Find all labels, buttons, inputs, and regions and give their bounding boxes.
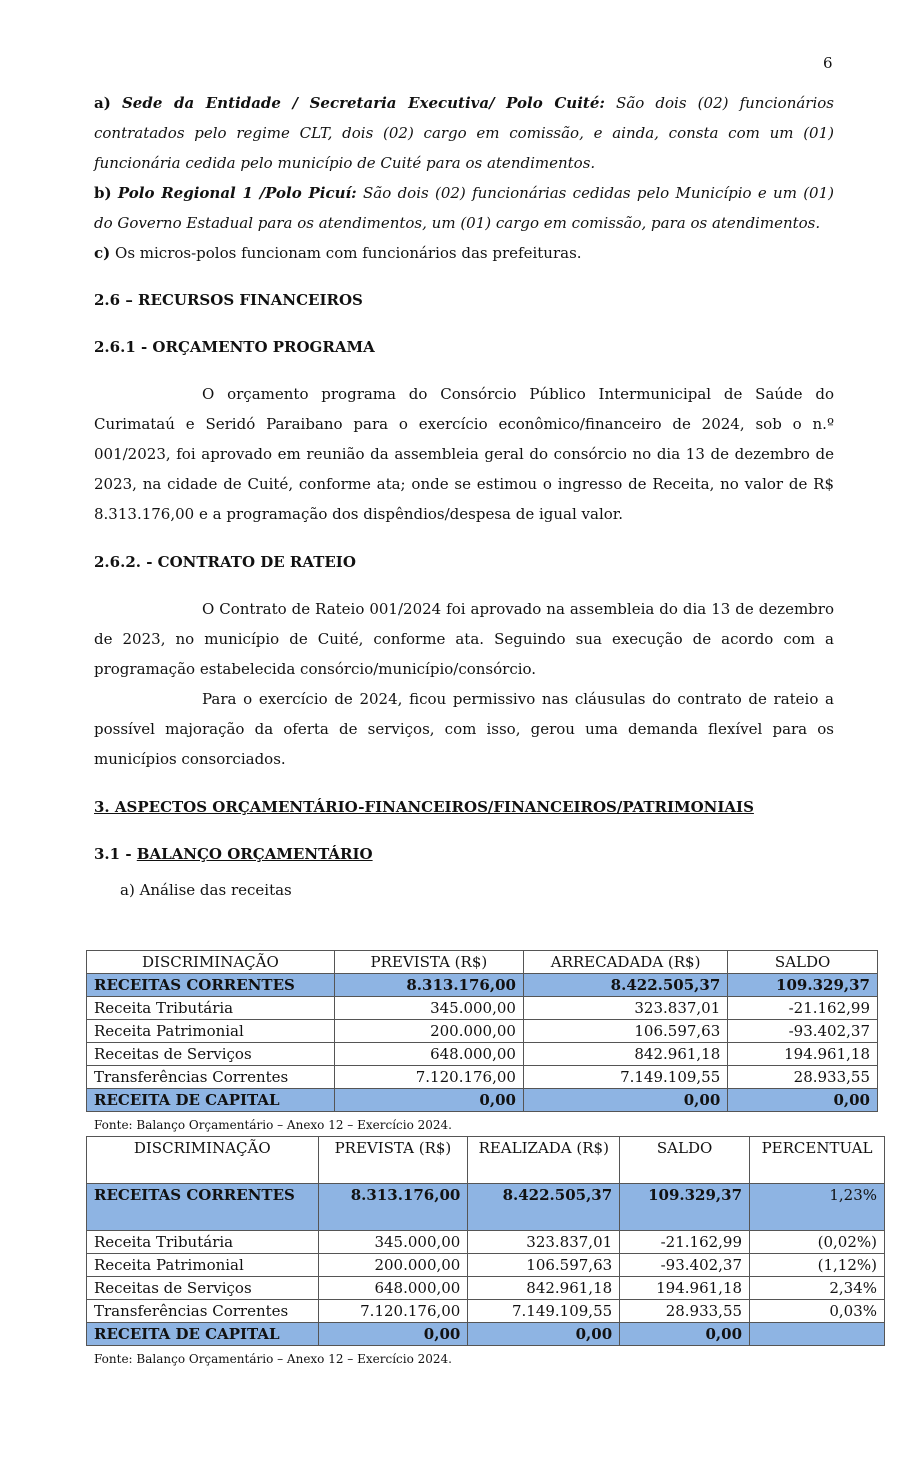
cell-label: Receita Tributária — [87, 997, 335, 1020]
header-arrecadada: ARRECADADA (R$) — [523, 951, 727, 974]
cell-realizada: 8.422.505,37 — [468, 1184, 620, 1231]
cell-saldo: 0,00 — [620, 1323, 750, 1346]
cell-saldo: -21.162,99 — [728, 997, 878, 1020]
page-number: 6 — [823, 54, 833, 72]
header-percentual: PERCENTUAL — [750, 1137, 885, 1184]
table-row — [87, 1323, 885, 1346]
cell-realizada: 0,00 — [468, 1323, 620, 1346]
cell-label: RECEITA DE CAPITAL — [87, 1089, 335, 1112]
cell-label: Receita Tributária — [87, 1231, 319, 1254]
cell-prevista: 648.000,00 — [334, 1043, 523, 1066]
table-1-source: Fonte: Balanço Orçamentário – Anexo 12 – Exercício 2024. — [94, 1118, 452, 1132]
cell-label: Receitas de Serviços — [87, 1277, 319, 1300]
list-item-analise-receitas: a) Análise das receitas — [120, 881, 292, 899]
table-row — [87, 997, 878, 1020]
section-heading-3-1 — [94, 839, 834, 869]
cell-saldo: 194.961,18 — [620, 1277, 750, 1300]
table-2-source: Fonte: Balanço Orçamentário – Anexo 12 – Exercício 2024. — [94, 1352, 452, 1366]
table-row — [87, 1043, 878, 1066]
cell-realizada: 7.149.109,55 — [468, 1300, 620, 1323]
cell-label: Transferências Correntes — [87, 1300, 319, 1323]
cell-saldo: 28.933,55 — [620, 1300, 750, 1323]
cell-label: RECEITAS CORRENTES — [87, 1184, 319, 1231]
header-saldo: SALDO — [620, 1137, 750, 1184]
cell-saldo: -93.402,37 — [728, 1020, 878, 1043]
cell-prevista: 345.000,00 — [318, 1231, 468, 1254]
cell-saldo: 28.933,55 — [728, 1066, 878, 1089]
cell-percentual: (1,12%) — [750, 1254, 885, 1277]
staff-item-a — [94, 88, 834, 178]
section-heading-2-6: 2.6 – RECURSOS FINANCEIROS — [94, 291, 363, 309]
receitas-table-1 — [86, 950, 878, 1112]
item-text: São dois (02) funcionárias cedidas pelo Município e um (01) do Governo Estadual para os atendimentos, um (01) cargo em comissão, para os atendimentos. — [94, 184, 834, 232]
table-row — [87, 1089, 878, 1112]
cell-prevista: 8.313.176,00 — [318, 1184, 468, 1231]
table-row — [87, 1066, 878, 1089]
header-prevista: PREVISTA (R$) — [334, 951, 523, 974]
heading-title: BALANÇO ORÇAMENTÁRIO — [136, 845, 373, 863]
receitas-table-2 — [86, 1136, 885, 1346]
cell-prevista: 8.313.176,00 — [334, 974, 523, 997]
table-row — [87, 1184, 885, 1231]
staff-item-c — [94, 238, 834, 268]
staff-item-b — [94, 178, 834, 238]
item-label: a) — [94, 94, 111, 112]
cell-label: Receitas de Serviços — [87, 1043, 335, 1066]
document-body — [94, 88, 834, 901]
section-heading-3: 3. ASPECTOS ORÇAMENTÁRIO-FINANCEIROS/FINANCEIROS/PATRIMONIAIS — [94, 798, 754, 816]
cell-label: RECEITAS CORRENTES — [87, 974, 335, 997]
cell-saldo: 194.961,18 — [728, 1043, 878, 1066]
table-row — [87, 1277, 885, 1300]
cell-saldo: 0,00 — [728, 1089, 878, 1112]
cell-arrecadada: 842.961,18 — [523, 1043, 727, 1066]
cell-prevista: 200.000,00 — [318, 1254, 468, 1277]
cell-percentual: 1,23% — [750, 1184, 885, 1231]
table-header-row — [87, 1137, 885, 1184]
cell-saldo: 109.329,37 — [728, 974, 878, 997]
item-label: b) — [94, 184, 112, 202]
table-row — [87, 1020, 878, 1043]
cell-arrecadada: 0,00 — [523, 1089, 727, 1112]
paragraph-orcamento: O orçamento programa do Consórcio Público Intermunicipal de Saúde do Curimataú e Seridó Paraibano para o exercício econômico/financeiro de 2024, sob o n.º 001/2023, foi aprovado em reunião da assembleia geral do consórcio no dia 13 de dezembro de 2023, na cidade de Cuité, conforme ata; onde se estimou o ingresso de Receita, no valor de R$ 8.313.176,00 e a programação dos dispêndios/despesa de igual valor. — [94, 385, 834, 523]
heading-prefix: 3.1 - — [94, 845, 137, 863]
cell-percentual: 2,34% — [750, 1277, 885, 1300]
cell-realizada: 842.961,18 — [468, 1277, 620, 1300]
cell-saldo: 109.329,37 — [620, 1184, 750, 1231]
cell-prevista: 0,00 — [318, 1323, 468, 1346]
cell-arrecadada: 106.597,63 — [523, 1020, 727, 1043]
cell-arrecadada: 323.837,01 — [523, 997, 727, 1020]
cell-label: Transferências Correntes — [87, 1066, 335, 1089]
header-prevista: PREVISTA (R$) — [318, 1137, 468, 1184]
cell-prevista: 7.120.176,00 — [318, 1300, 468, 1323]
section-heading-2-6-2: 2.6.2. - CONTRATO DE RATEIO — [94, 553, 356, 571]
cell-realizada: 323.837,01 — [468, 1231, 620, 1254]
cell-percentual — [750, 1323, 885, 1346]
table-row — [87, 974, 878, 997]
cell-saldo: -93.402,37 — [620, 1254, 750, 1277]
cell-prevista: 7.120.176,00 — [334, 1066, 523, 1089]
cell-arrecadada: 8.422.505,37 — [523, 974, 727, 997]
cell-prevista: 0,00 — [334, 1089, 523, 1112]
item-title: Sede da Entidade / Secretaria Executiva/ Polo Cuité: — [121, 94, 605, 112]
header-discriminacao: DISCRIMINAÇÃO — [87, 951, 335, 974]
cell-prevista: 648.000,00 — [318, 1277, 468, 1300]
paragraph-rateio-1: O Contrato de Rateio 001/2024 foi aprovado na assembleia do dia 13 de dezembro de 2023, no município de Cuité, conforme ata. Seguindo sua execução de acordo com a programação estabelecida consórcio/município/consórcio. — [94, 600, 834, 678]
table-row — [87, 1254, 885, 1277]
item-text: São dois (02) funcionários contratados pelo regime CLT, dois (02) cargo em comissão, e ainda, consta com um (01) funcionária cedida pelo município de Cuité para os atendimentos. — [94, 94, 834, 172]
item-title: Polo Regional 1 /Polo Picuí: — [117, 184, 357, 202]
cell-label: Receita Patrimonial — [87, 1020, 335, 1043]
item-text: Os micros-polos funcionam com funcionários das prefeituras. — [115, 244, 582, 262]
cell-prevista: 345.000,00 — [334, 997, 523, 1020]
paragraph-rateio-2: Para o exercício de 2024, ficou permissivo nas cláusulas do contrato de rateio a possível majoração da oferta de serviços, com isso, gerou uma demanda flexível para os municípios consorciados. — [94, 690, 834, 768]
table-row — [87, 1231, 885, 1254]
cell-prevista: 200.000,00 — [334, 1020, 523, 1043]
item-label: c) — [94, 244, 111, 262]
cell-label: Receita Patrimonial — [87, 1254, 319, 1277]
cell-percentual: (0,02%) — [750, 1231, 885, 1254]
table-row — [87, 1300, 885, 1323]
cell-arrecadada: 7.149.109,55 — [523, 1066, 727, 1089]
section-heading-2-6-1: 2.6.1 - ORÇAMENTO PROGRAMA — [94, 338, 375, 356]
cell-label: RECEITA DE CAPITAL — [87, 1323, 319, 1346]
header-realizada: REALIZADA (R$) — [468, 1137, 620, 1184]
header-saldo: SALDO — [728, 951, 878, 974]
header-discriminacao: DISCRIMINAÇÃO — [87, 1137, 319, 1184]
table-header-row — [87, 951, 878, 974]
cell-realizada: 106.597,63 — [468, 1254, 620, 1277]
cell-saldo: -21.162,99 — [620, 1231, 750, 1254]
cell-percentual: 0,03% — [750, 1300, 885, 1323]
